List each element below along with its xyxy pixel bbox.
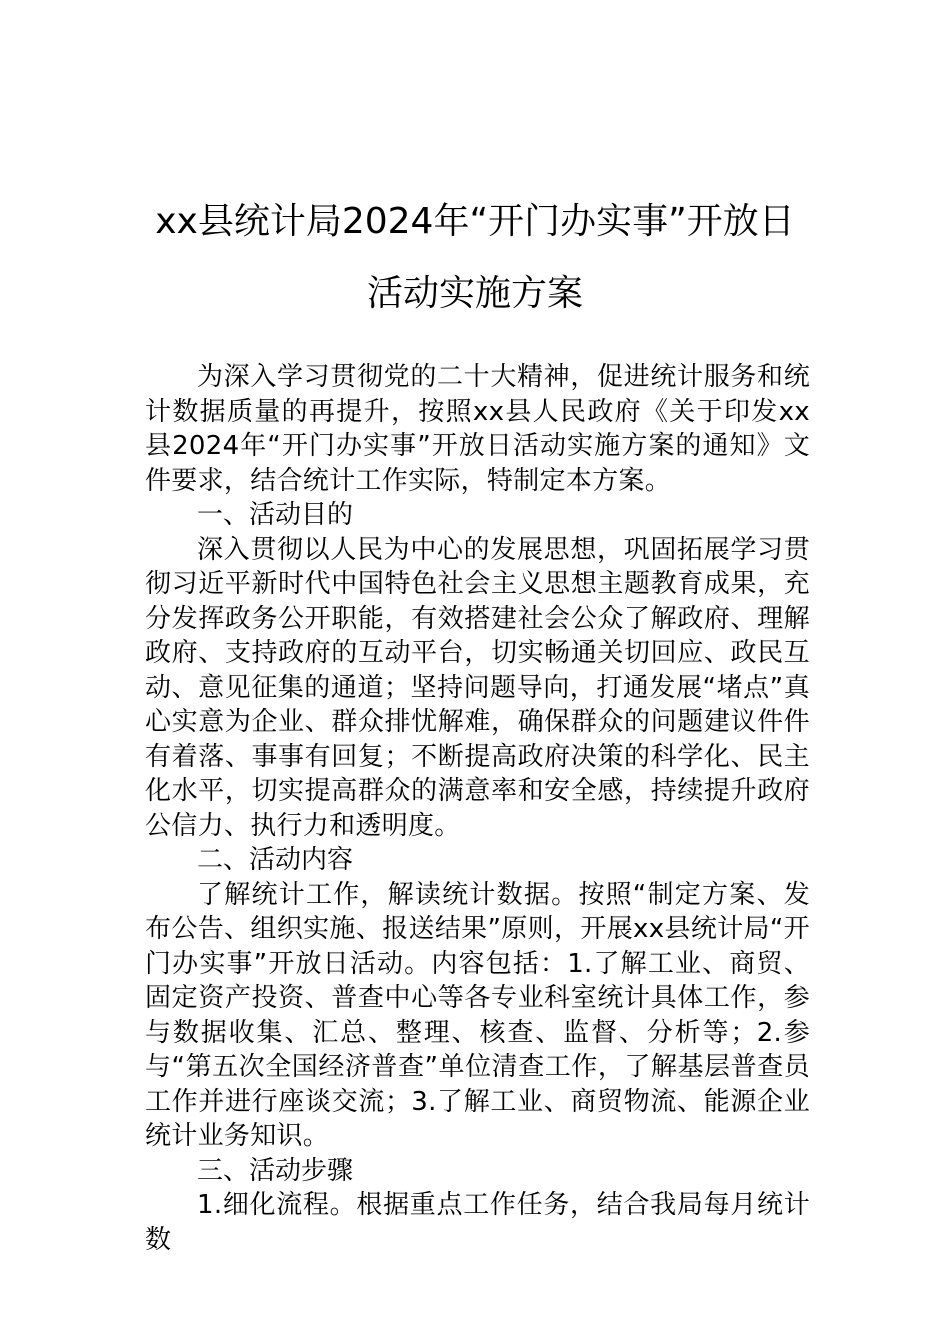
section-body-purpose: 深入贯彻以人民为中心的发展思想，巩固拓展学习贯彻习近平新时代中国特色社会主义思想主题教育成果，充分发挥政务公开职能，有效搭建社会公众了解政府、理解政府、支持政府的互动平台，切实畅通关切回应、政民互动、意见征集的通道；坚持问题导向，打通发展“堵点”真心实意为企业、群众排忧解难，确保群众的问题建议件件有着落、事事有回复；不断提高政府决策的科学化、民主化水平，切实提高群众的满意率和安全感，持续提升政府公信力、执行力和透明度。 bbox=[145, 534, 810, 841]
document-title-line-1: xx县统计局2024年“开门办实事”开放日 bbox=[155, 201, 795, 242]
intro-paragraph: 为深入学习贯彻党的二十大精神，促进统计服务和统计数据质量的再提升，按照xx县人民政府《关于印发xx县2024年“开门办实事”开放日活动实施方案的通知》文件要求，结合统计工作实际，特制定本方案。 bbox=[145, 362, 810, 496]
section-heading-steps: 三、活动步骤 bbox=[197, 1155, 354, 1186]
section-heading-purpose: 一、活动目的 bbox=[197, 500, 354, 530]
document-title-line-2: 活动实施方案 bbox=[366, 273, 583, 314]
document-body bbox=[145, 360, 810, 1257]
section-body-steps: 1.细化流程。根据重点工作任务，结合我局每月统计数 bbox=[145, 1190, 810, 1255]
section-heading-content: 二、活动内容 bbox=[197, 845, 354, 875]
section-body-content: 了解统计工作，解读统计数据。按照“制定方案、发布公告、组织实施、报送结果”原则，开展xx县统计局“开门办实事”开放日活动。内容包括：1.了解工业、商贸、固定资产投资、普查中心等各专业科室统计具体工作，参与数据收集、汇总、整理、核查、监督、分析等；2.参与“第五次全国经济普查”单位清查工作，了解基层普查员工作并进行座谈交流；3.了解工业、商贸物流、能源企业统计业务知识。 bbox=[145, 879, 810, 1151]
